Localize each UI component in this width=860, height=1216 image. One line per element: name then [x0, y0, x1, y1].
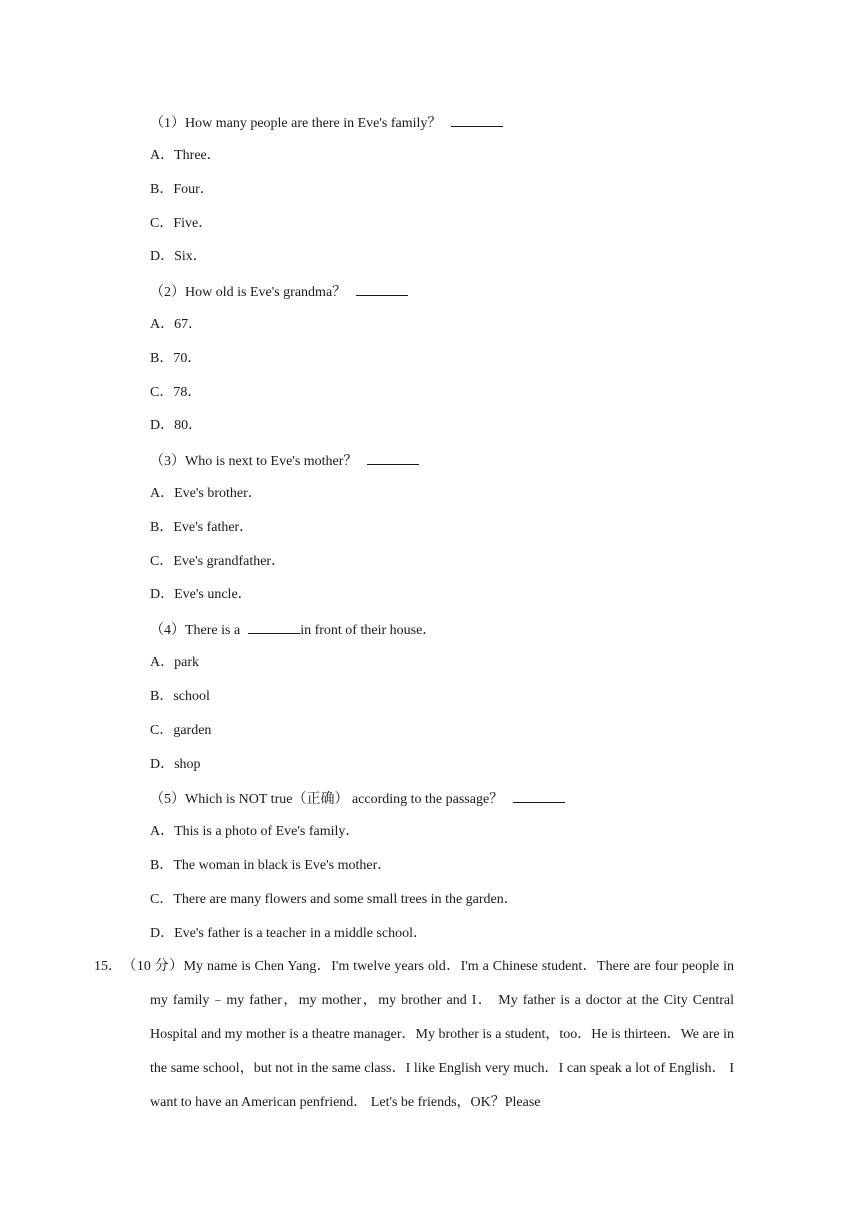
passage-paragraph: 15．（10 分）My name is Chen Yang．I'm twelve years old．I'm a Chinese student．There are four people in my family﹣my father，my mother，my brother and I． My father is a doctor at the City Central Hospital and my mother is a theatre manager．My brother is a student，too．He is thirteen．We are in the same school，but not in the same class．I like English very much．I can speak a lot of English． I want to have an American penfriend． Let's be friends，OK？Please [94, 959, 734, 1110]
answer-blank-4 [248, 620, 300, 634]
question-3-option-c: C．Eve's grandfather． [150, 554, 286, 569]
question-5-option-d: D．Eve's father is a teacher in a middle school． [150, 926, 427, 941]
question-4-text-suffix: in front of their house． [300, 623, 437, 638]
question-3-option-d: D．Eve's uncle． [150, 587, 252, 602]
answer-blank-1 [451, 113, 503, 127]
question-1-stem [150, 113, 503, 133]
answer-blank-2 [356, 282, 408, 296]
question-1-option-c: C．Five． [150, 216, 213, 231]
question-5-option-b: B．The woman in black is Eve's mother． [150, 858, 392, 873]
question-1-option-a: A．Three． [150, 148, 221, 163]
passage-text: My name is Chen Yang．I'm twelve years old．I'm a Chinese student．There are four people in my family﹣my father，my mother，my brother and I． My father is a doctor at the City Central Hospital and my mother is a theatre manager．My brother is a student，too．He is thirteen．We are in the same school，but not in the same class．I like English very much．I can speak a lot of English． I want to have an American penfriend． Let's be friends，OK？Please [150, 959, 734, 1110]
answer-blank-3 [367, 451, 419, 465]
question-3-text: （3）Who is next to Eve's mother？ [150, 454, 358, 469]
question-4-option-c: C．garden [150, 723, 212, 738]
question-5-stem [150, 789, 565, 809]
question-4-stem [150, 620, 436, 640]
question-4-text: （4）There is a [150, 623, 241, 638]
question-5-text: （5）Which is NOT true（正确） according to the passage？ [150, 792, 504, 807]
question-4-option-d: D．shop [150, 757, 201, 772]
question-1-option-b: B．Four． [150, 182, 214, 197]
question-1-option-d: D．Six． [150, 249, 207, 264]
answer-blank-5 [513, 789, 565, 803]
question-2-stem [150, 282, 408, 302]
question-2-option-b: B．70． [150, 351, 202, 366]
question-1-text: （1）How many people are there in Eve's family？ [150, 116, 442, 131]
question-2-option-c: C．78． [150, 385, 202, 400]
question-3-option-b: B．Eve's father． [150, 520, 254, 535]
question-5-option-a: A．This is a photo of Eve's family． [150, 824, 360, 839]
question-3-option-a: A．Eve's brother． [150, 486, 262, 501]
question-2-text: （2）How old is Eve's grandma？ [150, 285, 347, 300]
passage-score: （10 分） [122, 959, 184, 974]
reading-passage-15 [94, 950, 734, 1120]
question-4-option-a: A．park [150, 655, 199, 670]
question-3-stem [150, 451, 419, 471]
question-2-option-d: D．80． [150, 418, 203, 433]
question-5-option-c: C．There are many flowers and some small trees in the garden． [150, 892, 518, 907]
question-4-option-b: B．school [150, 689, 210, 704]
question-2-option-a: A．67． [150, 317, 203, 332]
